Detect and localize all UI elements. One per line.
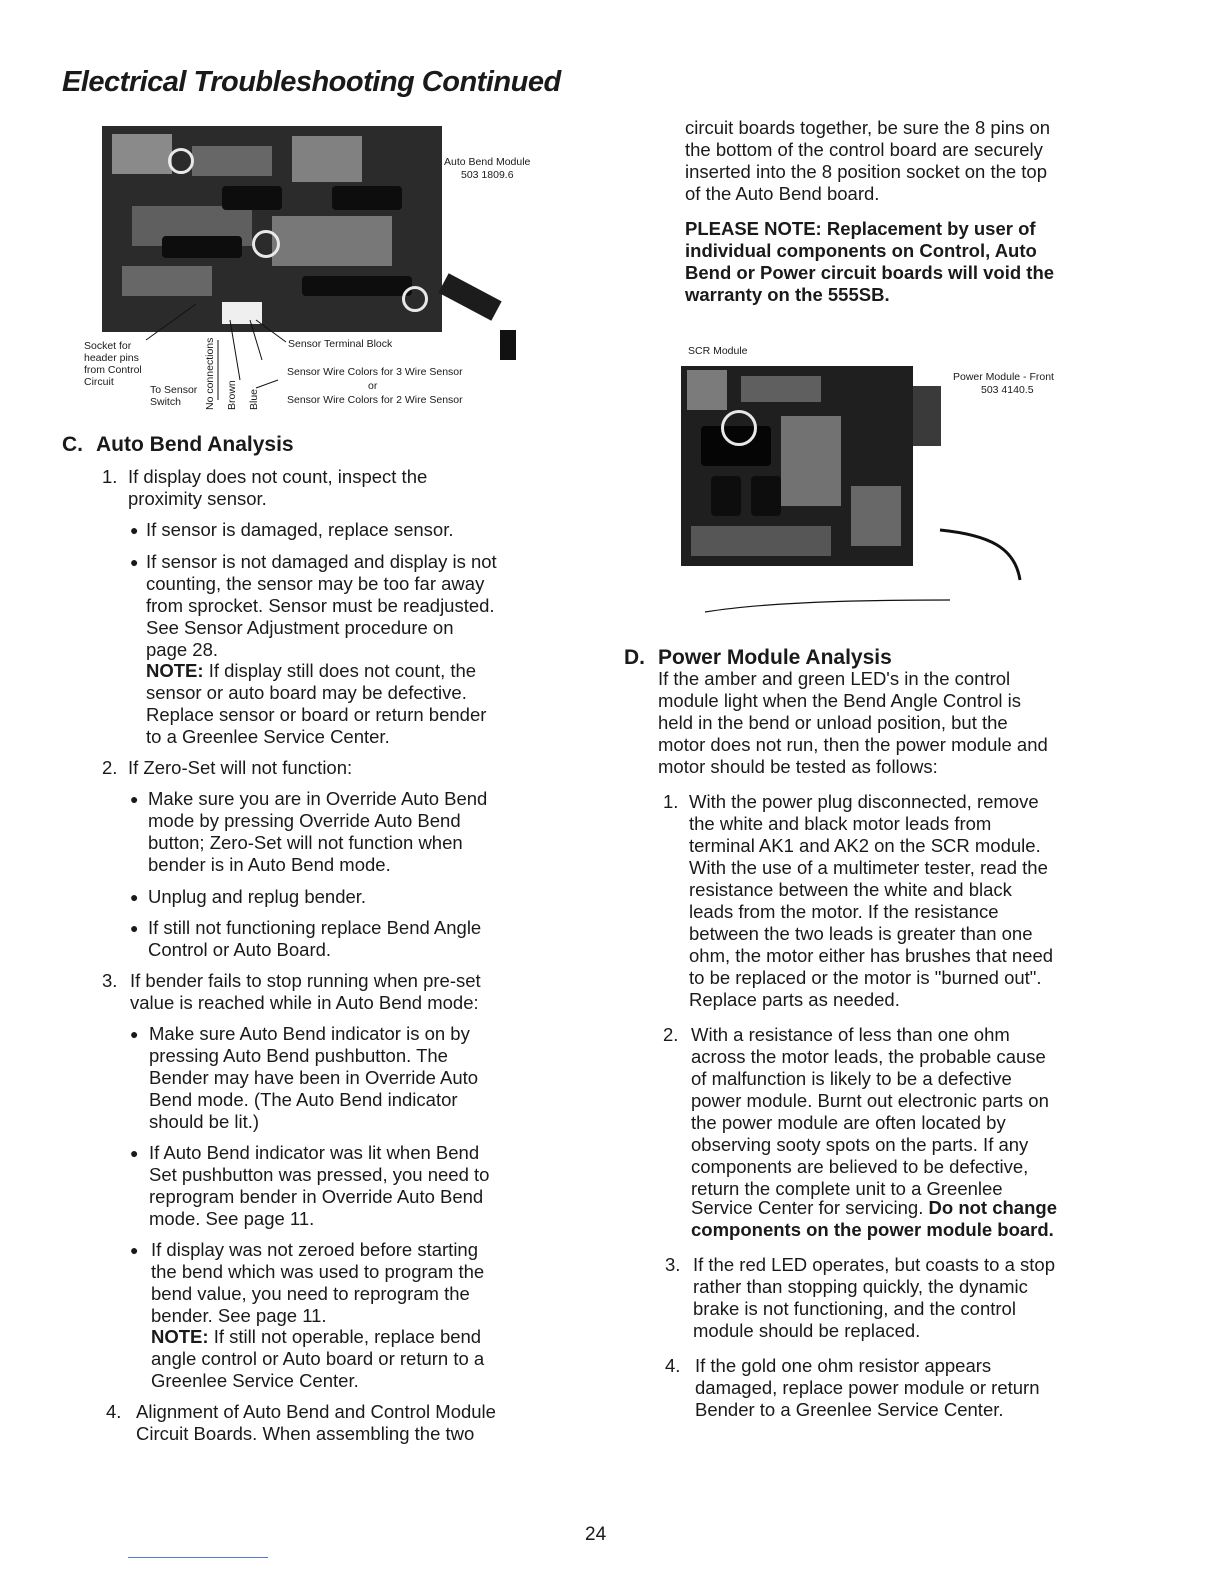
- c-item1-b2-line-5: page 28.: [146, 639, 219, 660]
- c-item2-b3-line-1: If still not functioning replace Bend Angle: [148, 917, 482, 938]
- c-item3-b1-line-1: Make sure Auto Bend indicator is on by: [149, 1023, 470, 1044]
- c-item4-line-1: Alignment of Auto Bend and Control Module: [136, 1401, 496, 1422]
- c-item3-b1-line-5: should be lit.): [149, 1111, 260, 1132]
- d-item3-line-2: rather than stopping quickly, the dynamic: [693, 1276, 1028, 1297]
- c-item3-note-line-2: angle control or Auto board or return to a: [151, 1348, 485, 1369]
- c-item1-b2-line-1: If sensor is not damaged and display is not: [146, 551, 497, 572]
- c-item3-line-2: value is reached while in Auto Bend mode:: [130, 992, 479, 1013]
- to-sensor-label: To Sensor: [150, 384, 198, 396]
- auto-bend-module-part: 503 1809.6: [461, 169, 514, 181]
- section-c-letter: C.: [62, 433, 83, 456]
- d-item1-line-4: With the use of a multimeter tester, read the: [689, 857, 1048, 878]
- scr-module-label: SCR Module: [688, 345, 748, 357]
- d-item2-line-9: [691, 1197, 1057, 1219]
- continued-line-4: of the Auto Bend board.: [685, 183, 880, 204]
- c-item1-b2-line-3: from sprocket. Sensor must be readjusted.: [146, 595, 495, 616]
- footer-rule: [128, 1557, 268, 1558]
- d-intro-line-5: motor should be tested as follows:: [658, 756, 938, 777]
- please-note-line-2: individual components on Control, Auto: [685, 240, 1037, 261]
- d-item4-line-1: If the gold one ohm resistor appears: [695, 1355, 992, 1376]
- c-item3-b2-line-2: Set pushbutton was pressed, you need to: [149, 1164, 490, 1185]
- bullet: ●: [130, 1242, 139, 1258]
- d-item2-line-7: components are believed to be defective,: [691, 1156, 1029, 1177]
- d-item2-line-4: power module. Burnt out electronic parts on: [691, 1090, 1049, 1111]
- c-item3-b3-line-2: the bend which was used to program the: [151, 1261, 485, 1282]
- c-item2-b1-line-2: mode by pressing Override Auto Bend: [148, 810, 461, 831]
- bullet: ●: [130, 554, 139, 570]
- d-item4-line-2: damaged, replace power module or return: [695, 1377, 1040, 1398]
- continued-line-1: circuit boards together, be sure the 8 pins on: [685, 117, 1051, 138]
- d-item2-line-10: components on the power module board.: [691, 1219, 1054, 1240]
- d-item1-number: 1.: [663, 791, 679, 812]
- c-item2-b1-line-3: button; Zero-Set will not function when: [148, 832, 463, 853]
- d-intro-line-1: If the amber and green LED's in the control: [658, 668, 1011, 689]
- d-intro-line-2: module light when the Bend Angle Control is: [658, 690, 1022, 711]
- terminal-block-label: Sensor Terminal Block: [288, 338, 393, 350]
- power-module-front-photo: [913, 386, 941, 446]
- c-item1-line-2: proximity sensor.: [128, 488, 267, 509]
- bullet: ●: [130, 889, 139, 905]
- c-item3-b2-line-1: If Auto Bend indicator was lit when Bend: [149, 1142, 480, 1163]
- bullet: ●: [130, 920, 139, 936]
- d-item1-line-3: terminal AK1 and AK2 on the SCR module.: [689, 835, 1041, 856]
- to-sensor-label-2: Switch: [150, 396, 181, 408]
- bullet: ●: [130, 1145, 139, 1161]
- d-item1-line-8: ohm, the motor either has brushes that need: [689, 945, 1054, 966]
- power-module-photo: [681, 366, 913, 566]
- c-item1-note-line-2: sensor or auto board may be defective.: [146, 682, 467, 703]
- c-item1-b1-line-1: If sensor is damaged, replace sensor.: [146, 519, 454, 540]
- please-note-line-4: warranty on the 555SB.: [685, 284, 890, 305]
- c-item3-b2-line-3: reprogram bender in Override Auto Bend: [149, 1186, 484, 1207]
- continued-line-3: inserted into the 8 position socket on the top: [685, 161, 1048, 182]
- c-item3-b3-line-4: bender. See page 11.: [151, 1305, 327, 1326]
- socket-label-3: from Control: [84, 364, 142, 376]
- d-item2-line-5: the power module are often located by: [691, 1112, 1006, 1133]
- wire2-label: Sensor Wire Colors for 2 Wire Sensor: [287, 394, 463, 406]
- c-item2-b1-line-1: Make sure you are in Override Auto Bend: [148, 788, 488, 809]
- please-note-line-1: PLEASE NOTE: Replacement by user of: [685, 218, 1036, 239]
- d-item2-line-1: With a resistance of less than one ohm: [691, 1024, 1010, 1045]
- c-item3-b3-line-3: bend value, you need to reprogram the: [151, 1283, 470, 1304]
- section-d-heading: [624, 646, 892, 670]
- auto-bend-module-label: Auto Bend Module: [444, 156, 531, 168]
- bullet: ●: [130, 791, 139, 807]
- c-item3-note-line-1: [151, 1326, 481, 1348]
- c-item4-line-2: Circuit Boards. When assembling the two: [136, 1423, 475, 1444]
- note-text: If display still does not count, the: [203, 660, 477, 681]
- d-item4-number: 4.: [665, 1355, 681, 1376]
- note-label: NOTE:: [146, 660, 204, 681]
- note-label: NOTE:: [151, 1326, 209, 1347]
- c-item1-note-line-1: [146, 660, 476, 682]
- d-item3-number: 3.: [665, 1254, 681, 1275]
- d-item1-line-2: the white and black motor leads from: [689, 813, 992, 834]
- d-intro-line-4: motor does not run, then the power module and: [658, 734, 1048, 755]
- c-item3-note-line-3: Greenlee Service Center.: [151, 1370, 359, 1391]
- please-note-line-3: Bend or Power circuit boards will void the: [685, 262, 1055, 283]
- d-item2-plain: Service Center for servicing.: [691, 1197, 929, 1218]
- d-item2-line-3: of malfunction is likely to be a defective: [691, 1068, 1012, 1089]
- d-item2-line-8: return the complete unit to a Greenlee: [691, 1178, 1003, 1199]
- c-item3-b1-line-4: Bend mode. (The Auto Bend indicator: [149, 1089, 458, 1110]
- c-item1-note-line-4: to a Greenlee Service Center.: [146, 726, 390, 747]
- d-item2-bold: Do not change: [928, 1197, 1057, 1218]
- d-item1-line-1: With the power plug disconnected, remove: [689, 791, 1039, 812]
- section-d-letter: D.: [624, 646, 645, 669]
- socket-label-4: Circuit: [84, 376, 114, 388]
- bullet: ●: [130, 522, 139, 538]
- d-item3-line-3: brake is not functioning, and the control: [693, 1298, 1016, 1319]
- power-module-part: 503 4140.5: [981, 384, 1034, 396]
- brown-label: Brown: [226, 380, 238, 410]
- d-item1-line-9: to be replaced or the motor is "burned out".: [689, 967, 1042, 988]
- continued-line-2: the bottom of the control board are securely: [685, 139, 1043, 160]
- d-item2-line-6: observing sooty spots on the parts. If any: [691, 1134, 1029, 1155]
- socket-label: Socket for: [84, 340, 132, 352]
- c-item1-number: 1.: [102, 466, 118, 487]
- c-item1-line-1: If display does not count, inspect the: [128, 466, 428, 487]
- c-item4-number: 4.: [106, 1401, 122, 1422]
- d-item3-line-1: If the red LED operates, but coasts to a stop: [693, 1254, 1055, 1275]
- d-item1-line-6: leads from the motor. If the resistance: [689, 901, 999, 922]
- c-item2-b2-line-1: Unplug and replug bender.: [148, 886, 367, 907]
- d-item1-line-5: resistance between the white and black: [689, 879, 1012, 900]
- d-intro-line-3: held in the bend or unload position, but the: [658, 712, 1008, 733]
- c-item3-b3-line-1: If display was not zeroed before starting: [151, 1239, 479, 1260]
- c-item2-number: 2.: [102, 757, 118, 778]
- c-item1-b2-line-4: See Sensor Adjustment procedure on: [146, 617, 454, 638]
- c-item2-line-1: If Zero-Set will not function:: [128, 757, 353, 778]
- d-item1-line-10: Replace parts as needed.: [689, 989, 900, 1010]
- d-item4-line-3: Bender to a Greenlee Service Center.: [695, 1399, 1004, 1420]
- c-item1-b2-line-2: counting, the sensor may be too far away: [146, 573, 485, 594]
- page-title: Electrical Troubleshooting Continued: [62, 66, 561, 98]
- bullet: ●: [130, 1026, 139, 1042]
- page-number: 24: [585, 1524, 607, 1545]
- section-d-title: Power Module Analysis: [658, 646, 892, 669]
- wire3-label: Sensor Wire Colors for 3 Wire Sensor: [287, 366, 463, 378]
- socket-label-2: header pins: [84, 352, 139, 364]
- d-item2-number: 2.: [663, 1024, 679, 1045]
- c-item3-b2-line-4: mode. See page 11.: [149, 1208, 315, 1229]
- section-c-title: Auto Bend Analysis: [96, 433, 294, 456]
- c-item2-b1-line-4: bender is in Auto Bend mode.: [148, 854, 391, 875]
- c-item2-b3-line-2: Control or Auto Board.: [148, 939, 332, 960]
- c-item3-number: 3.: [102, 970, 118, 991]
- d-item3-line-4: module should be replaced.: [693, 1320, 921, 1341]
- power-module-label: Power Module - Front: [953, 371, 1054, 383]
- c-item3-b1-line-2: pressing Auto Bend pushbutton. The: [149, 1045, 448, 1066]
- or-label: or: [368, 380, 378, 392]
- d-item1-line-7: between the two leads is greater than one: [689, 923, 1033, 944]
- note-text: If still not operable, replace bend: [208, 1326, 482, 1347]
- section-c-heading: [62, 433, 294, 457]
- c-item3-line-1: If bender fails to stop running when pre-set: [130, 970, 481, 991]
- c-item3-b1-line-3: Bender may have been in Override Auto: [149, 1067, 479, 1088]
- no-connections-label: No connections: [204, 337, 216, 410]
- d-item2-line-2: across the motor leads, the probable cause: [691, 1046, 1046, 1067]
- c-item1-note-line-3: Replace sensor or board or return bender: [146, 704, 487, 725]
- blue-label: Blue: [248, 388, 260, 410]
